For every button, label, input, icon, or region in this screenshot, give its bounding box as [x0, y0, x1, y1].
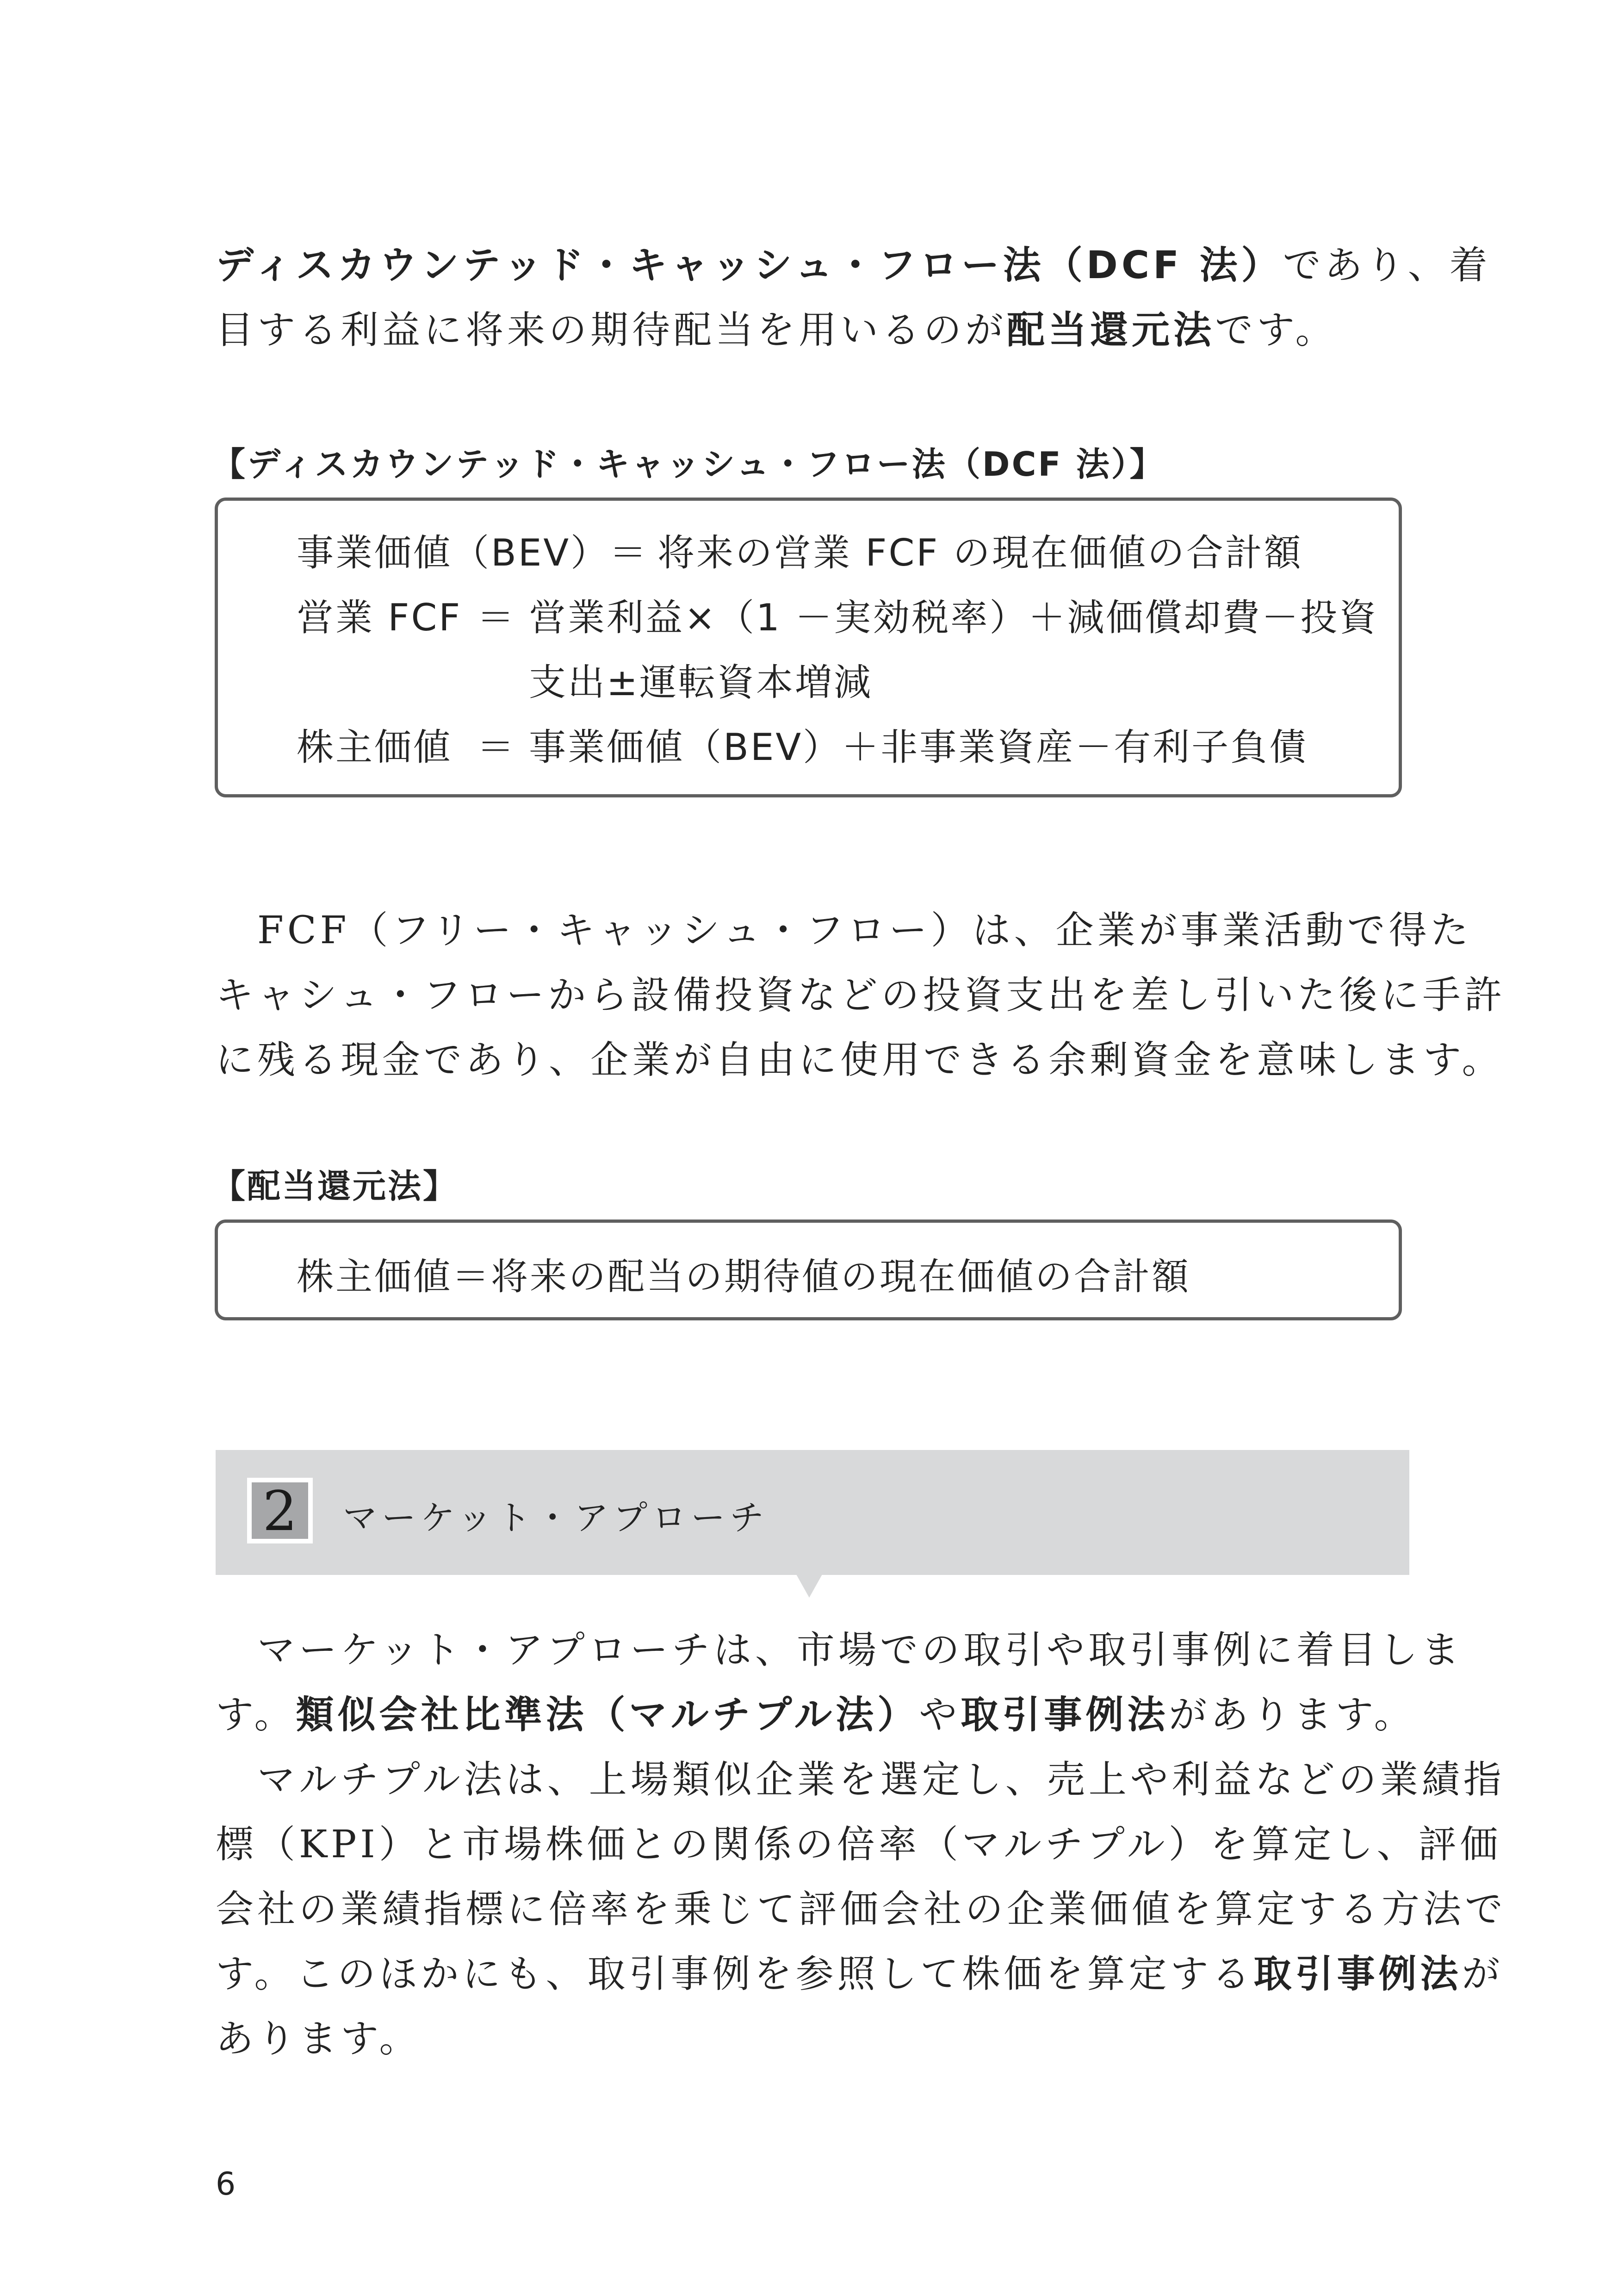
equity-equals: ＝: [477, 726, 516, 769]
intro-line-2: 目する利益に将来の期待配当を用いるのが配当還元法です。: [216, 308, 1337, 352]
term-dividend-discount: 配当還元法: [1007, 308, 1215, 352]
fcf-value: 営業利益×（1 －実効税率）＋減価償却費－投資: [529, 596, 1378, 639]
market-p1-line-2: す。類似会社比準法（マルチプル法）や取引事例法があります。: [216, 1693, 1416, 1737]
dividend-heading: 【配当還元法】: [212, 1167, 459, 1206]
term-transaction: 取引事例法: [961, 1693, 1169, 1737]
market-p2-line-2: 標（KPI）と市場株価との関係の倍率（マルチプル）を算定し、評価: [216, 1823, 1502, 1867]
fcf-equals: ＝: [477, 596, 516, 639]
equity-label: 株主価値: [297, 726, 452, 769]
term-dcf: ディスカウンテッド・キャッシュ・フロー法（DCF 法）: [216, 243, 1283, 287]
section-number: 2: [252, 1482, 308, 1539]
dividend-formula-box: [215, 1220, 1402, 1320]
term-transaction-2: 取引事例法: [1253, 1952, 1462, 1996]
fcf-paragraph-line-3: に残る現金であり、企業が自由に使用できる余剰資金を意味します。: [216, 1038, 1504, 1082]
equity-value: 事業価値（BEV）＋非事業資産－有利子負債: [529, 726, 1308, 769]
bev-label: 事業価値（BEV）＝: [297, 531, 649, 574]
page-number: 6: [216, 2166, 236, 2203]
section-title: マーケット・アプローチ: [343, 1498, 769, 1538]
dcf-formula-box: [215, 498, 1402, 797]
intro-line-1: ディスカウンテッド・キャッシュ・フロー法（DCF 法）であり、着: [216, 243, 1491, 287]
market-p2-line-3: 会社の業績指標に倍率を乗じて評価会社の企業価値を算定する方法で: [216, 1887, 1507, 1931]
fcf-value-cont: 支出±運転資本増減: [529, 661, 873, 704]
market-p2-line-5: あります。: [216, 2017, 421, 2061]
dividend-formula: 株主価値＝将来の配当の期待値の現在価値の合計額: [297, 1255, 1190, 1298]
fcf-label: 営業 FCF: [297, 596, 462, 639]
section-number-box: [247, 1478, 313, 1543]
section-header: [216, 1450, 1409, 1575]
bev-value: 将来の営業 FCF の現在価値の合計額: [657, 531, 1303, 574]
fcf-paragraph-line-2: キャシュ・フローから設備投資などの投資支出を差し引いた後に手許: [216, 973, 1506, 1017]
section-pointer: [796, 1574, 822, 1598]
term-comparable: 類似会社比準法（マルチプル法）: [296, 1693, 919, 1737]
fcf-paragraph-line-1: FCF（フリー・キャッシュ・フロー）は、企業が事業活動で得た: [216, 908, 1472, 952]
market-p1-line-1: マーケット・アプローチは、市場での取引や取引事例に着目しま: [216, 1628, 1463, 1672]
dcf-heading: 【ディスカウンテッド・キャッシュ・フロー法（DCF 法）】: [212, 445, 1165, 484]
market-p2-line-1: マルチプル法は、上場類似企業を選定し、売上や利益などの業績指: [216, 1758, 1505, 1802]
market-p2-line-4: す。このほかにも、取引事例を参照して株価を算定する取引事例法が: [216, 1952, 1504, 1996]
